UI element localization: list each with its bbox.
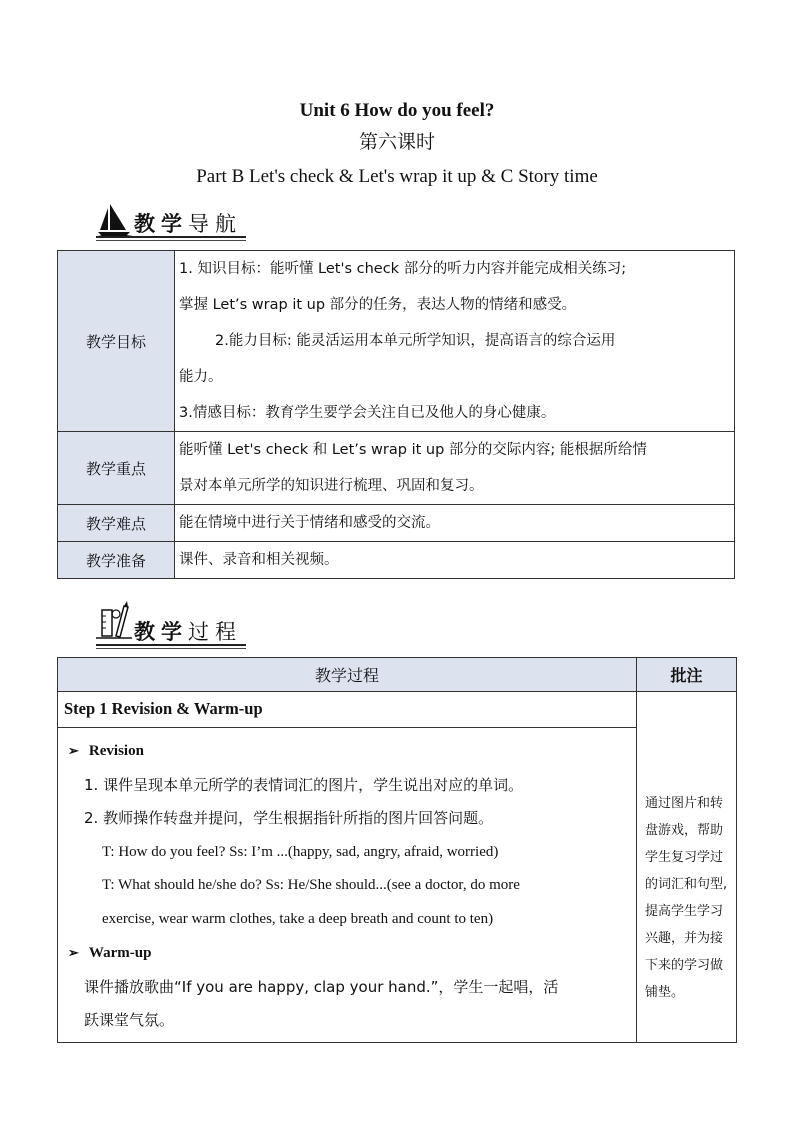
objective-line: 能力。	[179, 369, 223, 385]
warmup-text: 课件播放歌曲“If you are happy, clap your hand.”，学生一起唱，活	[84, 977, 559, 996]
difficulty-line: 能在情境中进行关于情绪和感受的交流。	[179, 515, 440, 531]
table-header-row	[58, 658, 737, 692]
revision-subheading: ➢ Revision	[68, 743, 144, 759]
row-head-key-points: 教学重点	[58, 432, 175, 505]
dialog-line: T: What should he/she do? Ss: He/She should...(see a doctor, do more	[102, 877, 520, 893]
objective-line: 3.情感目标：教育学生要学会关注自已及他人的身心健康。	[179, 405, 556, 421]
table-row	[58, 728, 737, 1043]
note-line: 的词汇和句型,	[645, 877, 728, 892]
arrow-bullet-icon: ➢	[68, 945, 79, 960]
process-section-heading	[96, 604, 316, 648]
column-header-notes: 批注	[637, 658, 737, 692]
key-points-cell	[175, 432, 735, 505]
objective-line: 2.能力目标: 能灵活运用本单元所学知识，提高语言的综合运用	[215, 333, 616, 349]
teaching-process-table	[57, 657, 737, 1043]
process-heading-light: 过程	[188, 620, 242, 644]
table-row	[58, 692, 737, 728]
arrow-bullet-icon: ➢	[68, 743, 79, 758]
step-content	[58, 728, 637, 1043]
note-line: 盘游戏，帮助	[645, 823, 724, 838]
preparation-line: 课件、录音和相关视频。	[179, 552, 339, 568]
list-item: 2. 教师操作转盘并提问，学生根据指针所指的图片回答问题。	[84, 809, 494, 827]
column-header-process: 教学过程	[58, 658, 637, 692]
note-line: 下来的学习做	[645, 958, 724, 973]
dialog-line: T: How do you feel? Ss: I’m ...(happy, sad, angry, afraid, worried)	[102, 843, 499, 860]
list-item: 1. 课件呈现本单元所学的表情词汇的图片，学生说出对应的单词。	[84, 775, 524, 794]
unit-title: Unit 6 How do you feel?	[299, 100, 495, 121]
table-row	[58, 251, 735, 432]
process-heading-bold: 教学	[134, 620, 188, 644]
table-row	[58, 542, 735, 579]
teaching-navigation-table	[57, 250, 735, 579]
sailing-boat-icon	[96, 200, 136, 238]
heading-underline-thin	[96, 648, 246, 649]
note-line: 铺垫。	[645, 985, 685, 1000]
row-head-difficulties: 教学难点	[58, 505, 175, 542]
note-line: 提高学生学习	[645, 904, 724, 919]
key-point-line: 能听懂 Let's check 和 Let’s wrap it up 部分的交际内容; 能根据所给情	[179, 442, 647, 458]
heading-underline-thin	[96, 240, 246, 241]
objective-line: 掌握 Let’s wrap it up 部分的任务，表达人物的情绪和感受。	[179, 297, 577, 313]
nav-heading-light: 导航	[188, 212, 242, 236]
preparation-cell	[175, 542, 735, 579]
warmup-text: 跃课堂气氛。	[84, 1011, 175, 1029]
heading-underline	[96, 644, 246, 646]
warmup-subheading: ➢ Warm-up	[68, 945, 152, 961]
heading-underline	[96, 236, 246, 238]
part-title: Part B Let's check & Let's wrap it up & C Story time	[196, 166, 598, 187]
nav-heading-bold: 教学	[134, 212, 188, 236]
difficulties-cell	[175, 505, 735, 542]
dialog-line: exercise, wear warm clothes, take a deep breath and count to ten)	[102, 910, 494, 927]
row-head-objectives: 教学目标	[58, 251, 175, 432]
step-title: Step 1 Revision & Warm-up	[58, 692, 637, 728]
note-line: 学生复习学过	[645, 850, 724, 865]
lesson-number: 第六课时	[358, 132, 435, 153]
row-head-preparation: 教学准备	[58, 542, 175, 579]
notes-cell	[637, 692, 737, 1043]
objectives-cell	[175, 251, 735, 432]
note-line: 兴趣，并为接	[645, 931, 724, 946]
pencil-ruler-icon	[94, 600, 134, 642]
nav-section-heading	[96, 200, 316, 244]
key-point-line: 景对本单元所学的知识进行梳理、巩固和复习。	[179, 478, 484, 494]
table-row	[58, 505, 735, 542]
note-line: 通过图片和转	[645, 796, 724, 811]
title-block	[0, 96, 794, 194]
table-row	[58, 432, 735, 505]
objective-line: 1. 知识目标：能听懂 Let's check 部分的听力内容并能完成相关练习;	[179, 261, 627, 277]
